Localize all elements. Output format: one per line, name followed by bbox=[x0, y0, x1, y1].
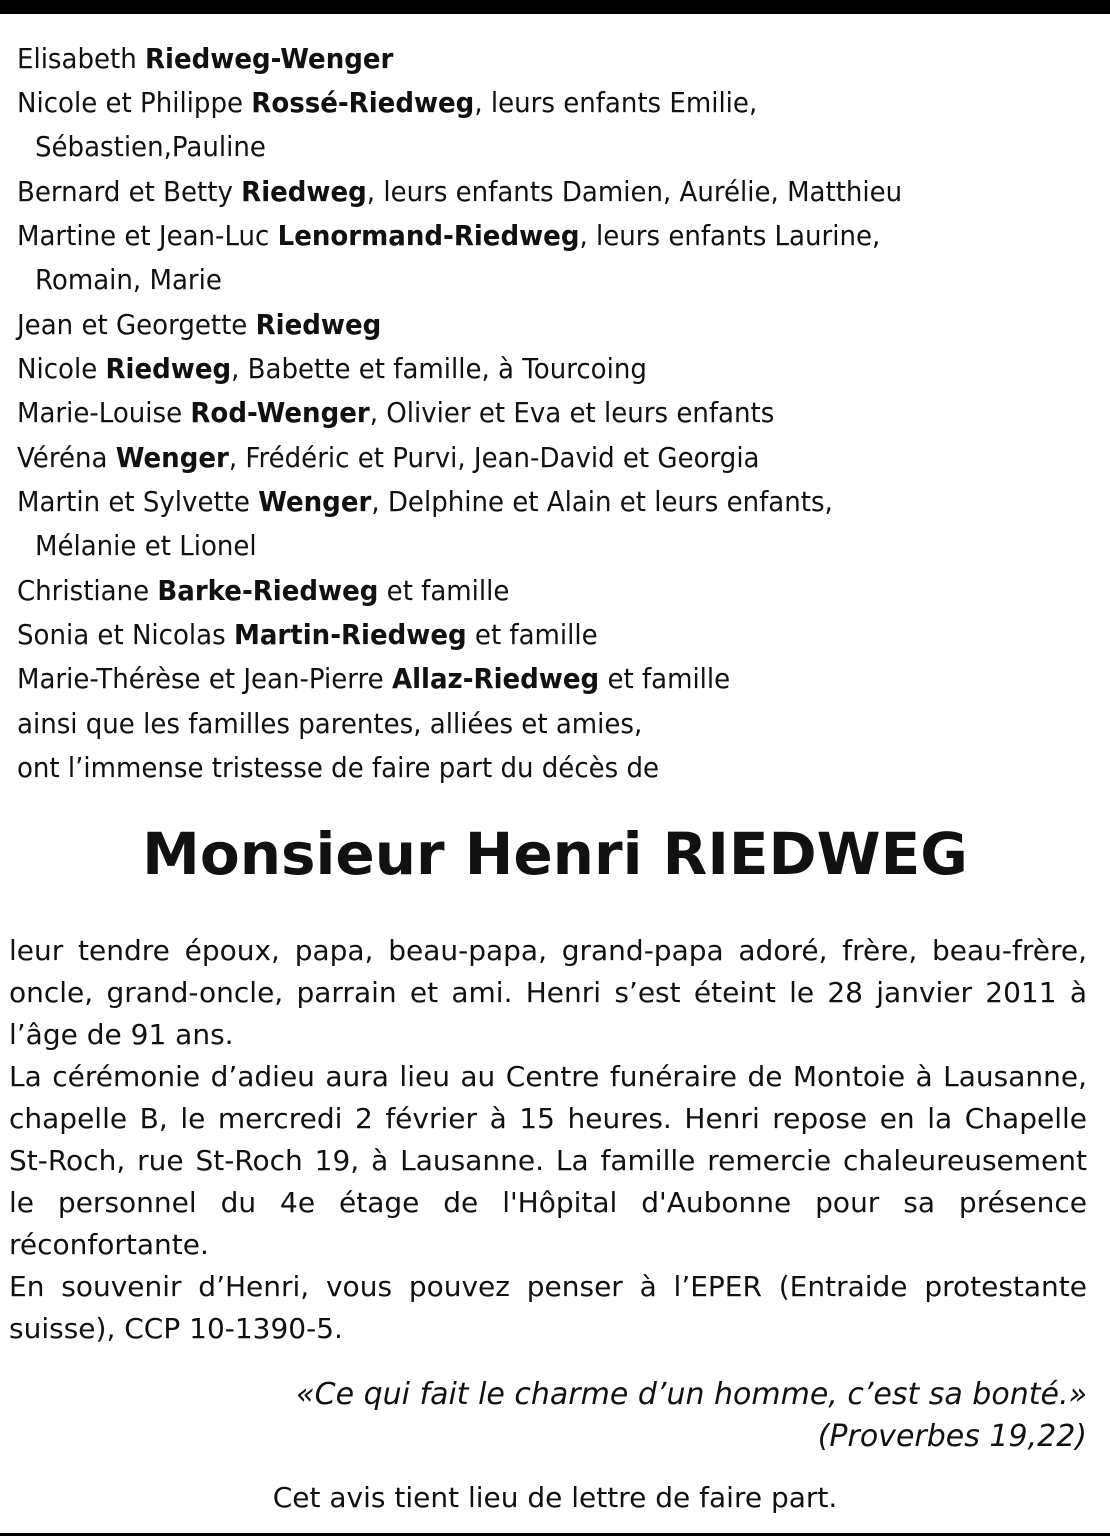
family-line: Martin et Sylvette Wenger, Delphine et Alain et leurs enfants, bbox=[17, 485, 833, 518]
family-line: Marie-Louise Rod-Wenger, Olivier et Eva et leurs enfants bbox=[17, 396, 775, 429]
obituary-body bbox=[9, 930, 1087, 1350]
family-line: Christiane Barke-Riedweg et famille bbox=[17, 574, 510, 607]
family-line: Véréna Wenger, Frédéric et Purvi, Jean-David et Georgia bbox=[17, 441, 760, 474]
top-border-rule bbox=[0, 0, 1110, 14]
family-line: Jean et Georgette Riedweg bbox=[17, 308, 382, 341]
family-line: Nicole et Philippe Rossé-Riedweg, leurs enfants Emilie, bbox=[17, 86, 758, 119]
family-line: ainsi que les familles parentes, alliées et amies, bbox=[17, 707, 643, 740]
body-paragraph: En souvenir d’Henri, vous pouvez penser à l’EPER (Entraide protestante suisse), CCP 10-1390-5. bbox=[9, 1270, 1087, 1345]
family-line: Elisabeth Riedweg-Wenger bbox=[17, 42, 394, 75]
family-line-continuation: Mélanie et Lionel bbox=[35, 529, 257, 562]
closing-note: Cet avis tient lieu de lettre de faire part. bbox=[272, 1481, 838, 1514]
family-line: Bernard et Betty Riedweg, leurs enfants Damien, Aurélie, Matthieu bbox=[17, 175, 903, 208]
family-line: Martine et Jean-Luc Lenormand-Riedweg, leurs enfants Laurine, bbox=[17, 219, 881, 252]
body-paragraph: La cérémonie d’adieu aura lieu au Centre funéraire de Montoie à Lausanne, chapelle B, le mercredi 2 février à 15 heures. Henri repose en la Chapelle St-Roch, rue St-Roch 19, à Lausanne. La famille remercie chaleureusement le personnel du 4e étage de l'Hôpital d'Aubonne pour sa présence réconfortante. bbox=[9, 1060, 1087, 1261]
quote-block bbox=[296, 1374, 1087, 1458]
family-line: Marie-Thérèse et Jean-Pierre Allaz-Riedweg et famille bbox=[17, 662, 731, 695]
family-line: Sonia et Nicolas Martin-Riedweg et famille bbox=[17, 618, 598, 651]
quote-text: «Ce qui fait le charme d’un homme, c’est sa bonté.» bbox=[296, 1377, 1087, 1412]
family-line: Nicole Riedweg, Babette et famille, à Tourcoing bbox=[17, 352, 647, 385]
family-line-continuation: Romain, Marie bbox=[35, 263, 222, 296]
bottom-border-rule bbox=[0, 1533, 1110, 1536]
family-line-continuation: Sébastien,Pauline bbox=[35, 130, 266, 163]
deceased-name-heading: Monsieur Henri RIEDWEG bbox=[142, 820, 968, 888]
quote-source: (Proverbes 19,22) bbox=[817, 1419, 1087, 1454]
body-paragraph: leur tendre époux, papa, beau-papa, grand-papa adoré, frère, beau-frère, oncle, grand-oncle, parrain et ami. Henri s’est éteint le 28 janvier 2011 à l’âge de 91 ans. bbox=[9, 934, 1087, 1051]
family-line: ont l’immense tristesse de faire part du décès de bbox=[17, 751, 660, 784]
